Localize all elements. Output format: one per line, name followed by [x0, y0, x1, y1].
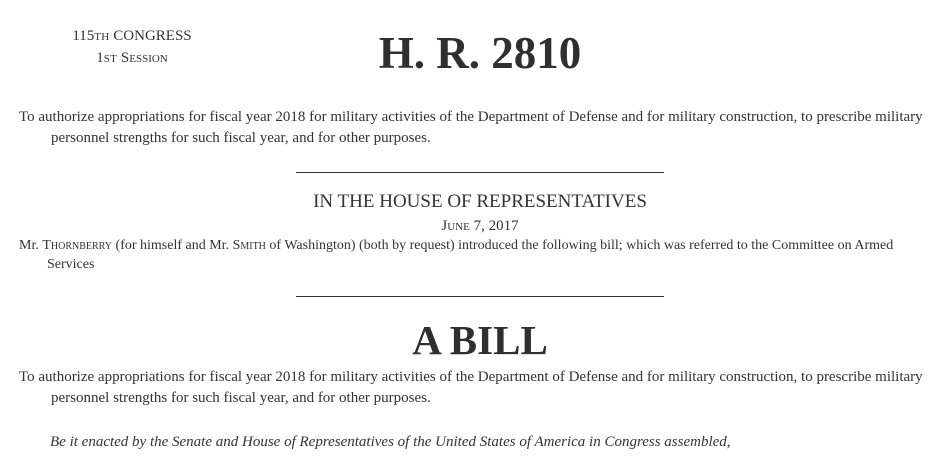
- bill-purpose-summary: To authorize appropriations for fiscal year 2018 for military activities of the Department of Defense and for military construction, to prescribe military personnel strengths for such fiscal year, and for other purposes.: [19, 109, 923, 146]
- congress-label: CONGRESS: [113, 28, 192, 44]
- enacting-clause: Be it enacted by the Senate and House of Representatives of the United States of America in Congress assembled,: [50, 434, 731, 450]
- divider-rule: [296, 296, 664, 297]
- session-number: 1: [96, 50, 104, 66]
- divider-rule: [296, 172, 664, 173]
- chamber-heading: IN THE HOUSE OF REPRESENTATIVES: [313, 191, 647, 212]
- session-suffix: ST: [103, 53, 118, 65]
- session-label: Session: [120, 50, 168, 66]
- cosponsor-name: Smith: [232, 238, 266, 253]
- sponsor-title: Mr.: [19, 238, 39, 253]
- introduction-statement: [19, 236, 931, 274]
- bill-long-title: To authorize appropriations for fiscal year 2018 for military activities of the Department of Defense and for military construction, to prescribe military personnel strengths for such fiscal year, and for other purposes.: [19, 369, 923, 406]
- congress-line: [52, 26, 212, 48]
- introduction-text-part2: of Washington) (both by request) introduced the following bill; which was referred to the Committee on Armed Services: [47, 238, 894, 272]
- congress-suffix: TH: [94, 31, 110, 43]
- bill-number: H. R. 2810: [378, 28, 582, 78]
- congress-session-block: [52, 26, 212, 70]
- sponsor-name: Thornberry: [42, 238, 113, 253]
- a-bill-heading: A BILL: [412, 317, 548, 363]
- introduction-date: June 7, 2017: [441, 218, 519, 234]
- congress-number: 115: [72, 28, 95, 44]
- introduction-text-part1: (for himself and Mr.: [115, 238, 230, 253]
- session-line: [52, 48, 212, 70]
